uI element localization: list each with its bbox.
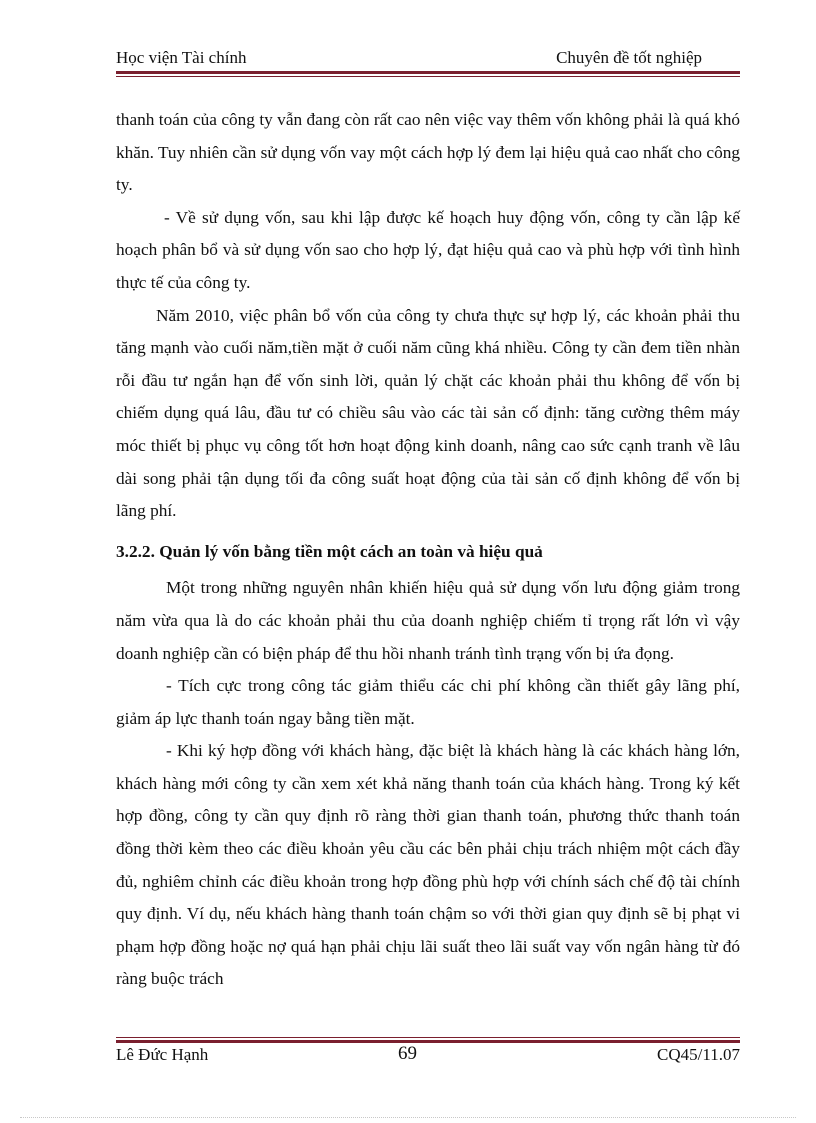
paragraph-3: Năm 2010, việc phân bổ vốn của công ty chưa thực sự hợp lý, các khoản phải thu tăng mạnh vào cuối năm,tiền mặt ở cuối năm cũng khá nhiều. Công ty cần đem tiền nhàn rỗi đầu tư ngắn hạn để vốn sinh lời, quản lý chặt các khoản phải thu không để vốn bị chiếm dụng quá lâu, đầu tư có chiều sâu vào các tài sản cố định: tăng cường thêm máy móc thiết bị phục vụ công tốt hơn hoạt động kinh doanh, nâng cao sức cạnh tranh về lâu dài song phải tận dụng tối đa công suất hoạt động của tài sản cố định không để vốn bị lãng phí. bbox=[116, 305, 740, 521]
header-rule-thin bbox=[116, 76, 740, 77]
header-rule-thick bbox=[116, 71, 740, 74]
footer-rule-thick bbox=[116, 1040, 740, 1043]
footer-rule-thin bbox=[116, 1037, 740, 1038]
paragraph-6: - Khi ký hợp đồng với khách hàng, đặc biệt là khách hàng là các khách hàng lớn, khách hàng mới công ty cần xem xét khả năng thanh toán của khách hàng. Trong ký kết hợp đồng, công ty cần quy định rõ ràng thời gian thanh toán, phương thức thanh toán đồng thời kèm theo các điều khoản yêu cầu các bên phải chịu trách nhiệm một cách đầy đủ, nghiêm chỉnh các điều khoản trong hợp đồng phù hợp với chính sách chế độ tài chính quy định. Ví dụ, nếu khách hàng thanh toán chậm so với thời gian quy định sẽ bị phạt vi phạm hợp đồng hoặc nợ quá hạn phải chịu lãi suất theo lãi suất vay vốn ngân hàng từ đó ràng buộc trách bbox=[116, 741, 740, 989]
page-bottom-divider bbox=[20, 1117, 796, 1118]
header-document-type: Chuyên đề tốt nghiệp bbox=[556, 48, 702, 67]
section-heading: 3.2.2. Quản lý vốn bằng tiền một cách an toàn và hiệu quả bbox=[116, 541, 543, 561]
paragraph-5: - Tích cực trong công tác giảm thiểu các chi phí không cần thiết gây lãng phí, giảm áp lực thanh toán ngay bằng tiền mặt. bbox=[116, 676, 740, 728]
paragraph-4: Một trong những nguyên nhân khiến hiệu quả sử dụng vốn lưu động giảm trong năm vừa qua là do các khoản phải thu của doanh nghiệp chiếm tỉ trọng rất lớn vì vậy doanh nghiệp cần có biện pháp để thu hồi nhanh tránh tình trạng vốn bị ứa đọng. bbox=[116, 578, 740, 663]
header-institution: Học viện Tài chính bbox=[116, 48, 247, 67]
page-footer bbox=[116, 1045, 740, 1069]
page-body bbox=[116, 104, 740, 996]
paragraph-2: - Về sử dụng vốn, sau khi lập được kế hoạch huy động vốn, công ty cần lập kế hoạch phân bổ và sử dụng vốn sao cho hợp lý, đạt hiệu quả cao và phù hợp với tình hình thực tế của công ty. bbox=[116, 207, 740, 292]
footer-class-code: CQ45/11.07 bbox=[657, 1045, 740, 1064]
page-header bbox=[116, 48, 740, 72]
page-number: 69 bbox=[398, 1043, 417, 1064]
footer-author: Lê Đức Hạnh bbox=[116, 1045, 209, 1064]
paragraph-1: thanh toán của công ty vẫn đang còn rất cao nên việc vay thêm vốn không phải là quá khó khăn. Tuy nhiên cần sử dụng vốn vay một cách hợp lý đem lại hiệu quả cao nhất cho công ty. bbox=[116, 110, 740, 195]
